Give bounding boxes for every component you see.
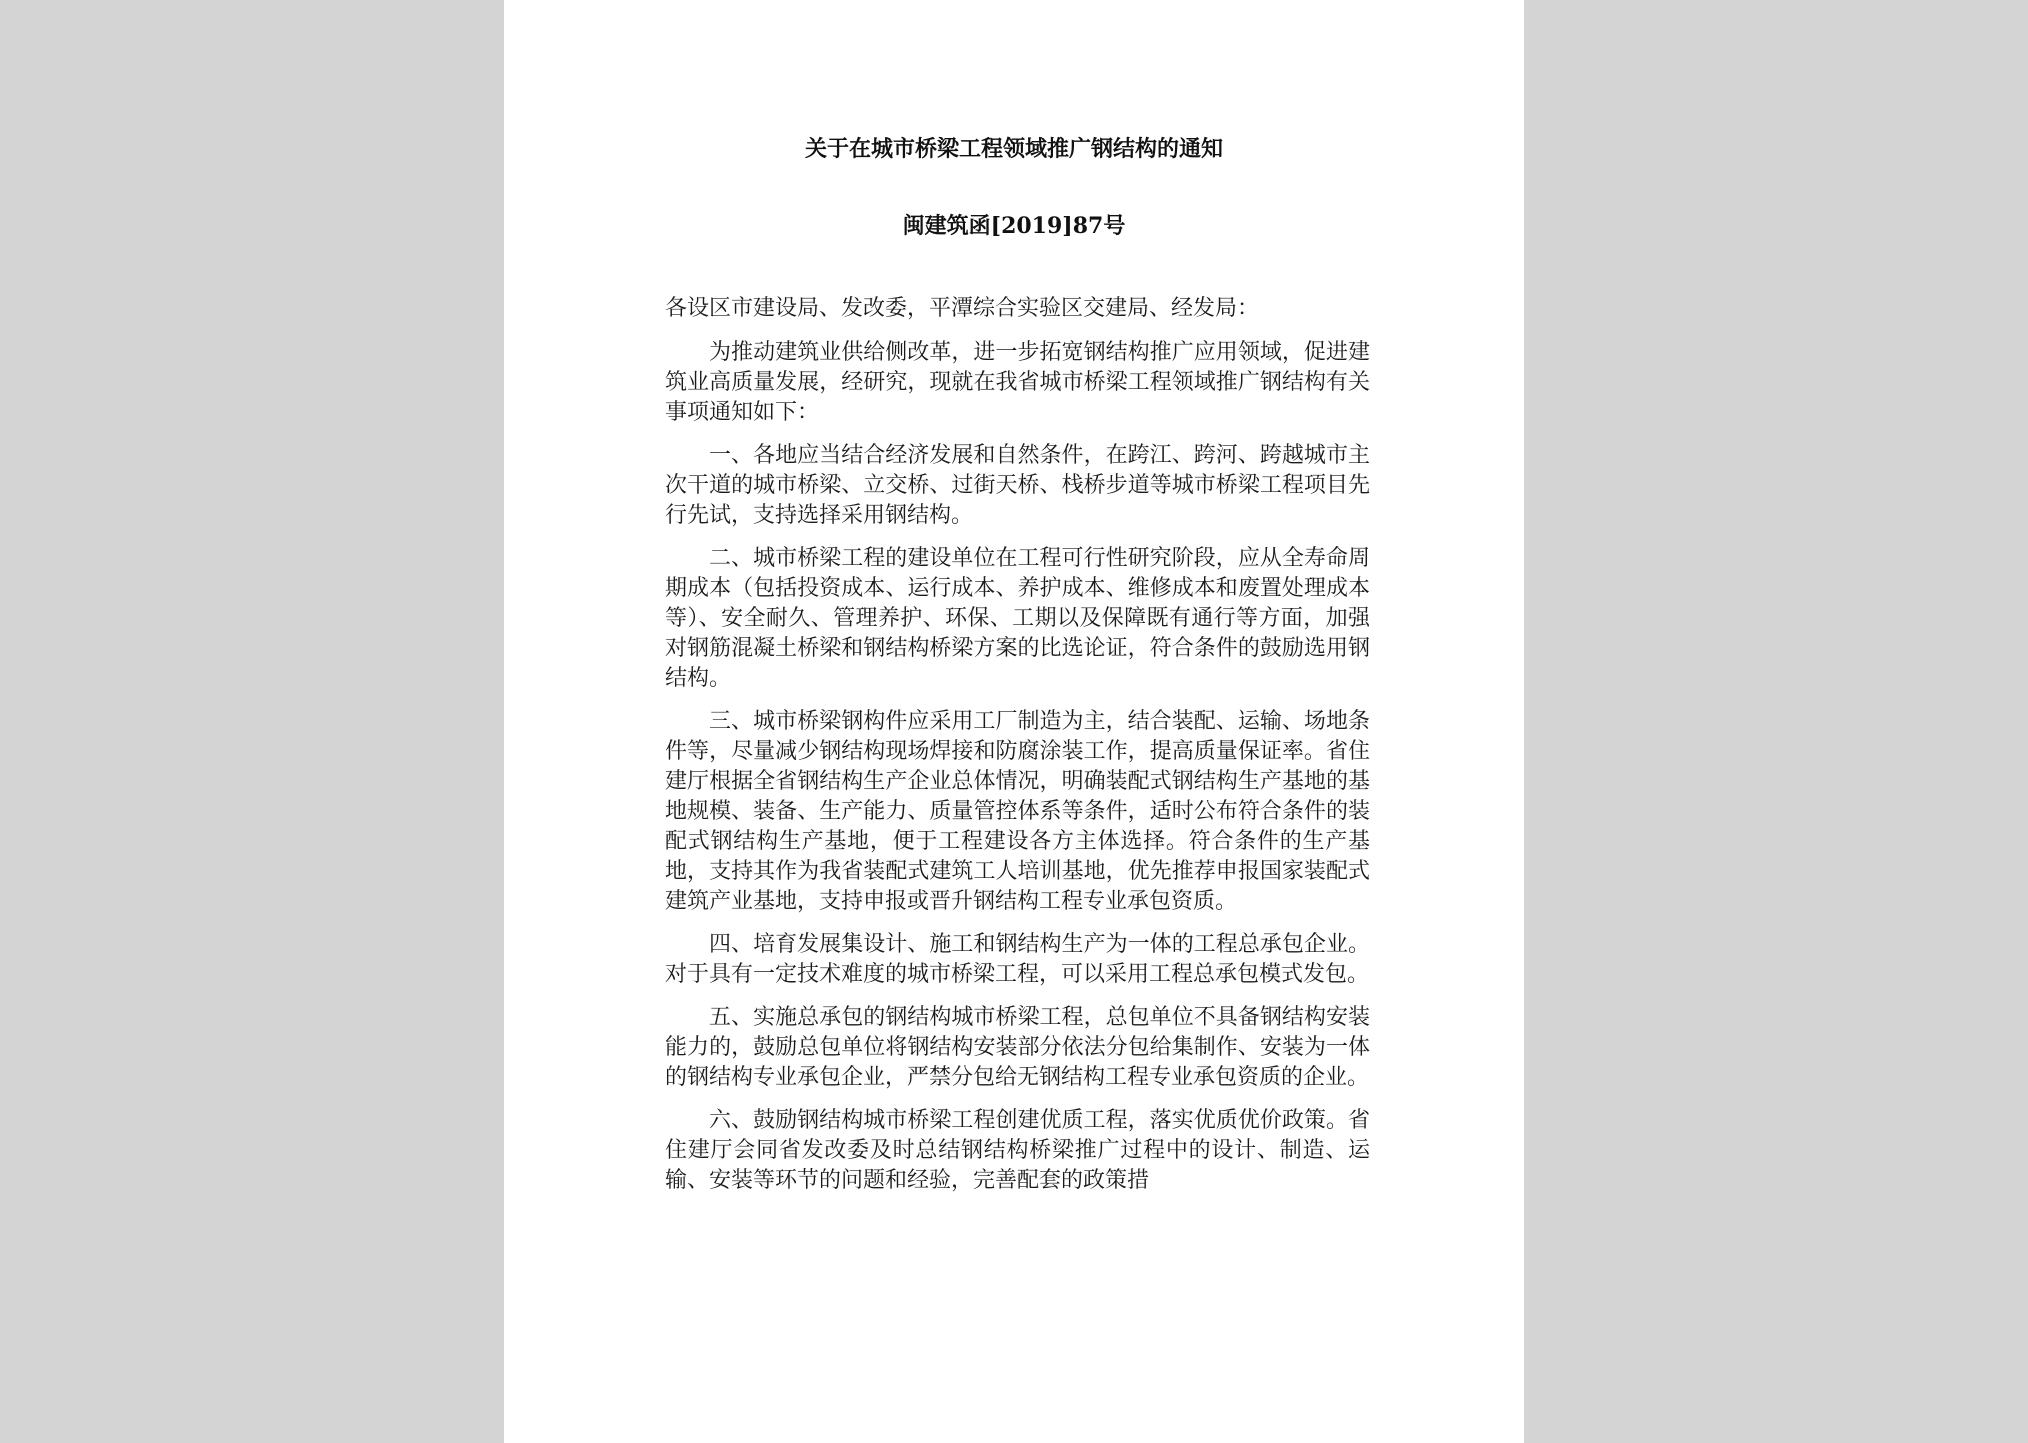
paragraph-item-5: 五、实施总承包的钢结构城市桥梁工程，总包单位不具备钢结构安装能力的，鼓励总包单位将钢结构安装部分依法分包给集制作、安装为一体的钢结构专业承包企业，严禁分包给无钢结构工程专业承包资质的企业。 (665, 1005, 1370, 1090)
paragraph-item-4: 四、培育发展集设计、施工和钢结构生产为一体的工程总承包企业。对于具有一定技术难度的城市桥梁工程，可以采用工程总承包模式发包。 (665, 932, 1370, 987)
paragraph-item-2: 二、城市桥梁工程的建设单位在工程可行性研究阶段，应从全寿命周期成本（包括投资成本、运行成本、养护成本、维修成本和废置处理成本等）、安全耐久、管理养护、环保、工期以及保障既有通行等方面，加强对钢筋混凝土桥梁和钢结构桥梁方案的比选论证，符合条件的鼓励选用钢结构。 (665, 546, 1370, 691)
addressee: 各设区市建设局、发改委，平潭综合实验区交建局、经发局： (665, 296, 1260, 321)
document-title: 关于在城市桥梁工程领域推广钢结构的通知 (804, 136, 1223, 162)
paragraph-intro: 为推动建筑业供给侧改革，进一步拓宽钢结构推广应用领域，促进建筑业高质量发展，经研究，现就在我省城市桥梁工程领域推广钢结构有关事项通知如下： (665, 340, 1370, 425)
document-body (665, 294, 1370, 1209)
document-page (504, 0, 1524, 1443)
paragraph-item-3: 三、城市桥梁钢构件应采用工厂制造为主，结合装配、运输、场地条件等，尽量减少钢结构现场焊接和防腐涂装工作，提高质量保证率。省住建厅根据全省钢结构生产企业总体情况，明确装配式钢结构生产基地的基地规模、装备、生产能力、质量管控体系等条件，适时公布符合条件的装配式钢结构生产基地，便于工程建设各方主体选择。符合条件的生产基地，支持其作为我省装配式建筑工人培训基地，优先推荐申报国家装配式建筑产业基地，支持申报或晋升钢结构工程专业承包资质。 (665, 709, 1370, 914)
document-number: 闽建筑函[2019]87号 (902, 213, 1126, 239)
paragraph-item-1: 一、各地应当结合经济发展和自然条件，在跨江、跨河、跨越城市主次干道的城市桥梁、立交桥、过街天桥、栈桥步道等城市桥梁工程项目先行先试，支持选择采用钢结构。 (665, 443, 1370, 528)
paragraph-item-6: 六、鼓励钢结构城市桥梁工程创建优质工程，落实优质优价政策。省住建厅会同省发改委及时总结钢结构桥梁推广过程中的设计、制造、运输、安装等环节的问题和经验，完善配套的政策措 (665, 1108, 1370, 1193)
